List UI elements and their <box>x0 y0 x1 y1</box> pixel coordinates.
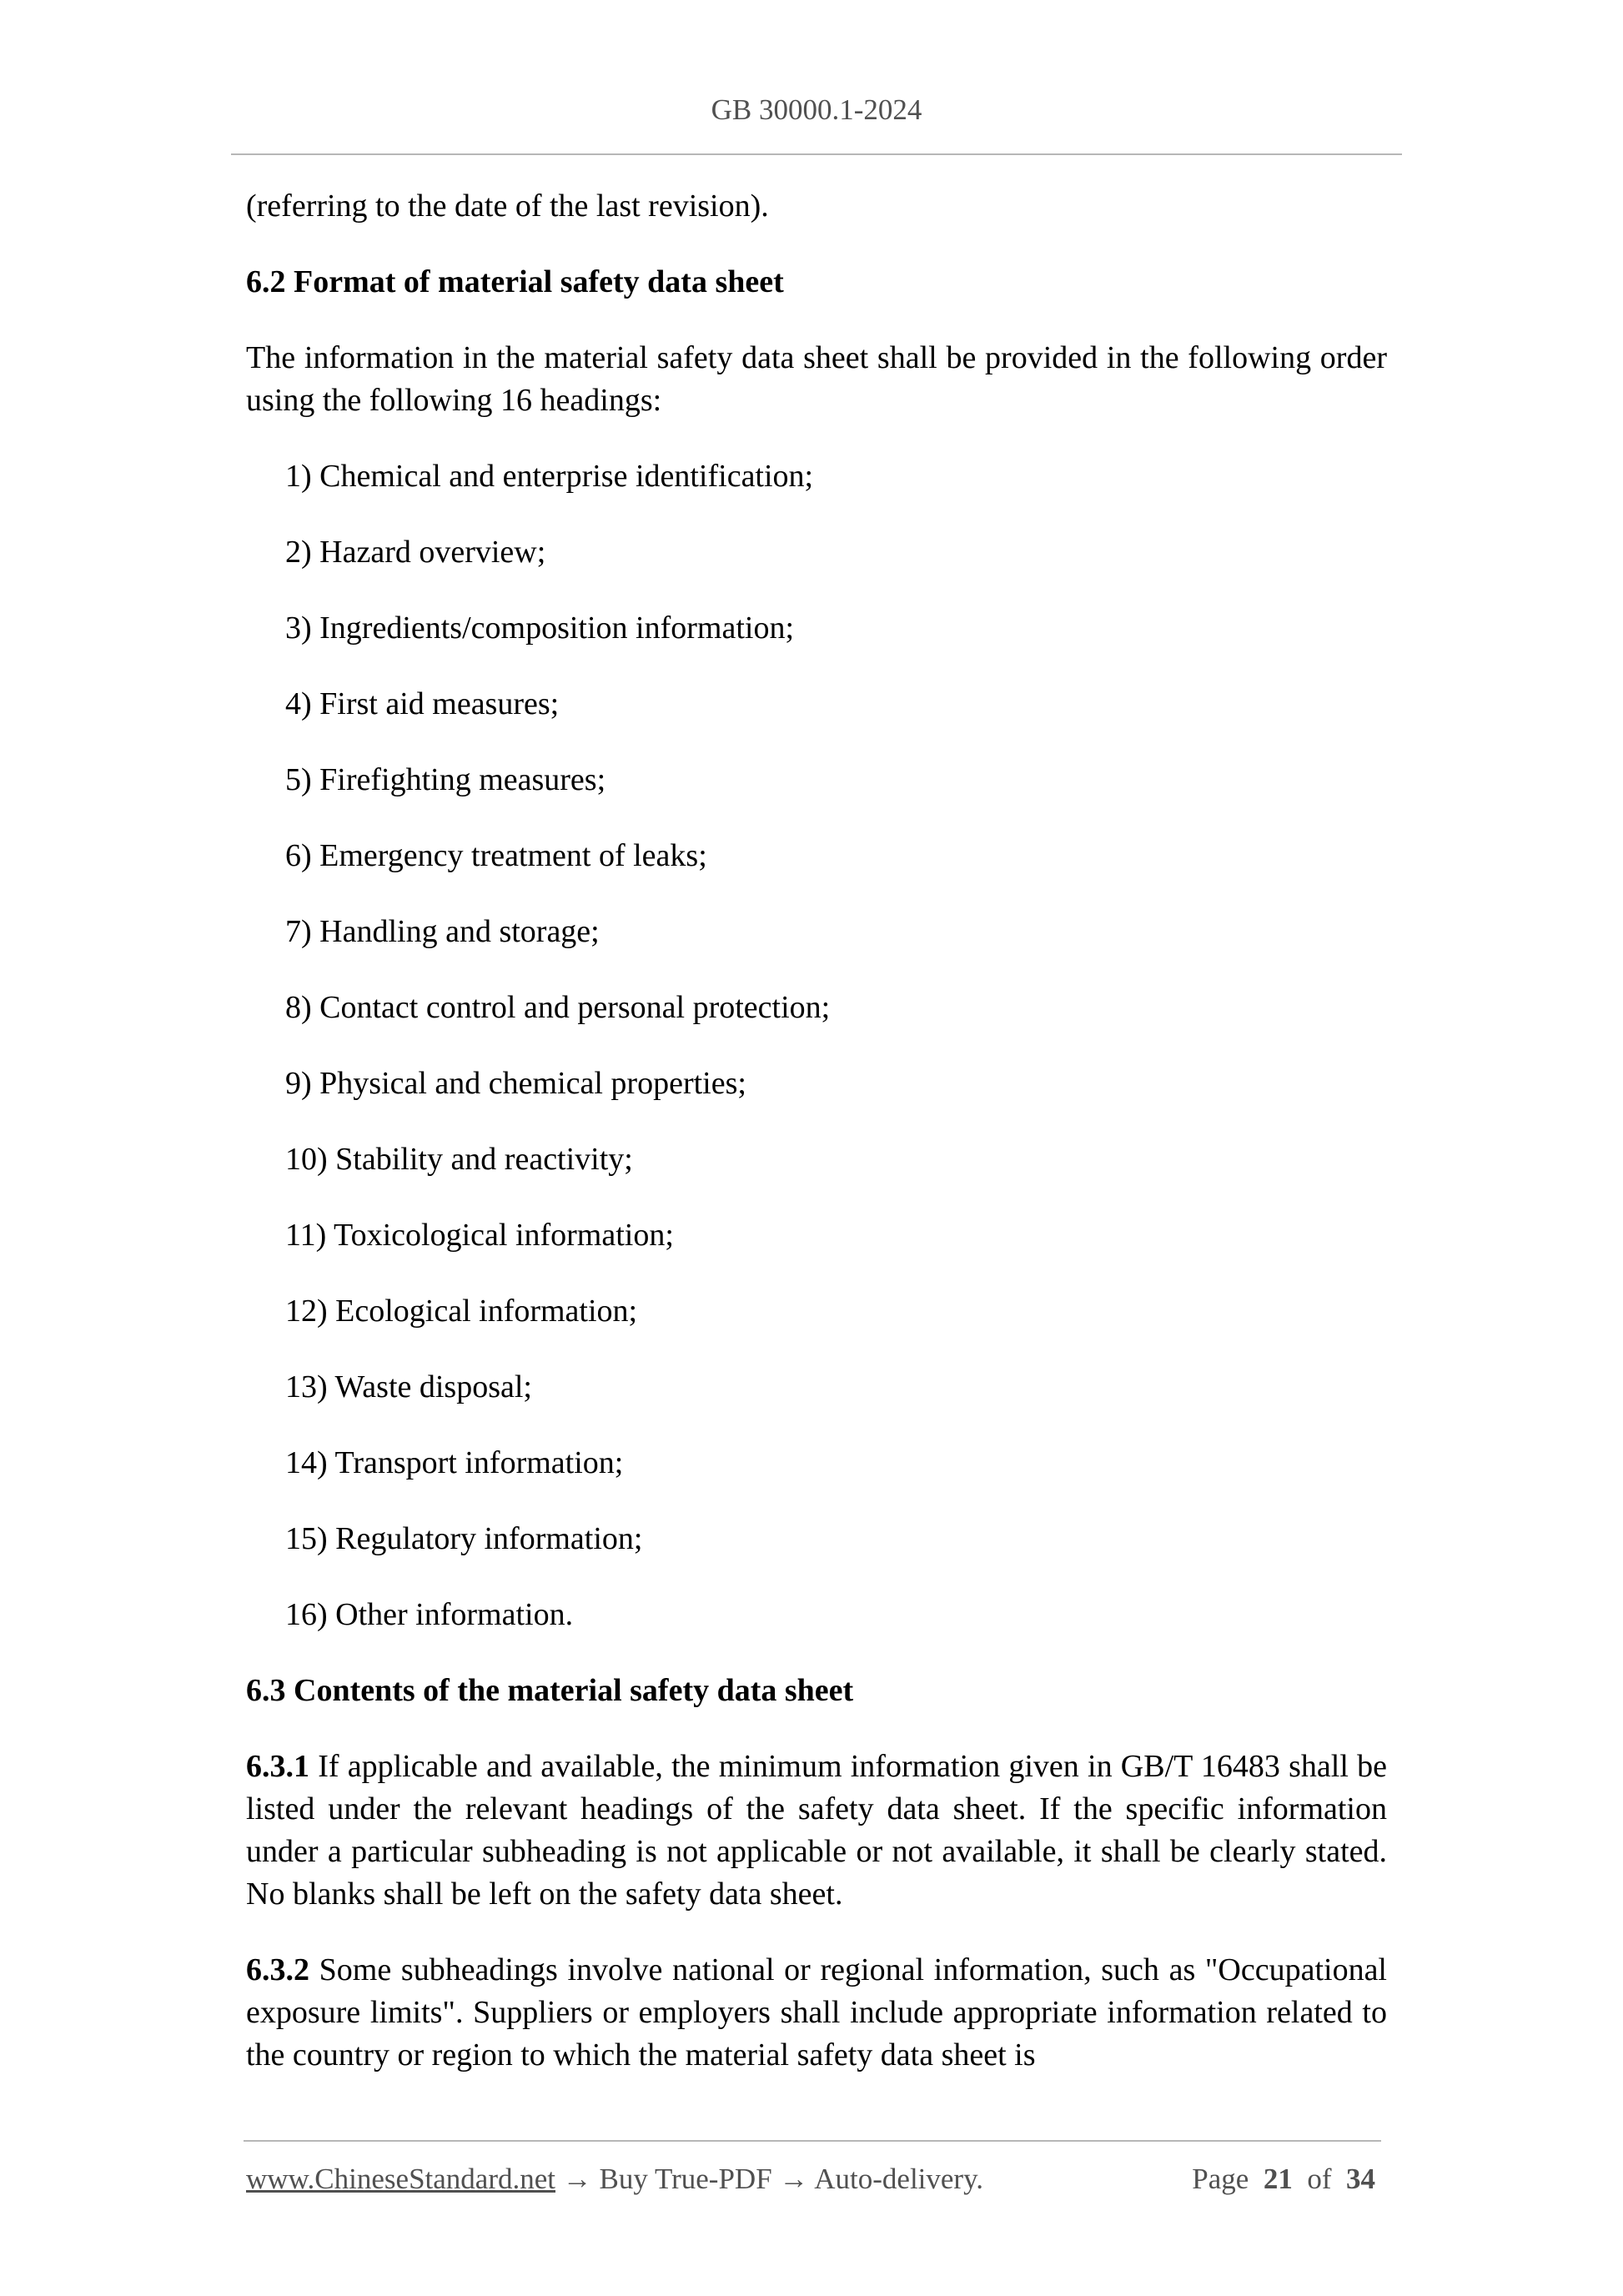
clause-6-3-2 <box>246 1949 1387 2077</box>
list-item: 16) Other information. <box>285 1597 574 1632</box>
buy-true-pdf-text: Buy True-PDF <box>599 2163 772 2195</box>
document-body <box>246 185 1387 2110</box>
list-item: 7) Handling and storage; <box>285 914 600 949</box>
footer-divider <box>244 2140 1381 2142</box>
list-item: 12) Ecological information; <box>285 1294 638 1329</box>
list-item: 8) Contact control and personal protection; <box>285 990 831 1025</box>
list-item: 15) Regulatory information; <box>285 1521 643 1556</box>
arrow-icon: → <box>771 2163 815 2195</box>
clause-6-3-2-number: 6.3.2 <box>246 1952 309 1987</box>
page-total: 34 <box>1346 2163 1375 2195</box>
page-number <box>1192 2160 1375 2198</box>
clause-6-3-1 <box>246 1746 1387 1916</box>
list-item: 4) First aid measures; <box>285 686 560 721</box>
list-item: 6) Emergency treatment of leaks; <box>285 838 707 873</box>
page-header-standard-code: GB 30000.1-2024 <box>711 93 922 126</box>
section-6-3-heading: 6.3 Contents of the material safety data sheet <box>246 1673 854 1708</box>
site-link[interactable]: www.ChineseStandard.net <box>246 2163 555 2195</box>
list-item: 9) Physical and chemical properties; <box>285 1066 746 1101</box>
auto-delivery-text: Auto-delivery. <box>814 2163 984 2195</box>
clause-6-3-1-text: If applicable and available, the minimum information given in GB/T 16483 shall be listed under the relevant headings of the safety data sheet. If the specific information under a particular subheading is not applicable or not available, it shall be clearly stated. No blanks shall be left on the safety data sheet. <box>246 1749 1387 1912</box>
list-item: 11) Toxicological information; <box>285 1218 674 1253</box>
list-item: 5) Firefighting measures; <box>285 762 606 797</box>
list-item: 2) Hazard overview; <box>285 535 546 570</box>
page-current: 21 <box>1263 2163 1293 2195</box>
list-item: 1) Chemical and enterprise identification; <box>285 459 814 494</box>
list-item: 3) Ingredients/composition information; <box>285 610 795 646</box>
clause-6-3-1-number: 6.3.1 <box>246 1749 309 1784</box>
header-divider <box>231 153 1402 155</box>
footer-promo <box>246 2160 983 2198</box>
list-item: 14) Transport information; <box>285 1445 624 1480</box>
headings-list <box>246 455 1387 1636</box>
section-6-2-intro: The information in the material safety data sheet shall be provided in the following order using the following 16 headings: <box>246 340 1387 418</box>
page-of-label: of <box>1307 2163 1332 2195</box>
page-label: Page <box>1192 2163 1249 2195</box>
section-6-2-heading: 6.2 Format of material safety data sheet <box>246 264 784 299</box>
clause-6-3-2-text: Some subheadings involve national or regional information, such as "Occupational exposure limits". Suppliers or employers shall include appropriate information related to the country or region to which the material safety data sheet is <box>246 1952 1387 2072</box>
list-item: 13) Waste disposal; <box>285 1369 532 1404</box>
list-item: 10) Stability and reactivity; <box>285 1142 633 1177</box>
continuation-text: (referring to the date of the last revision). <box>246 188 769 224</box>
arrow-icon: → <box>555 2163 600 2195</box>
